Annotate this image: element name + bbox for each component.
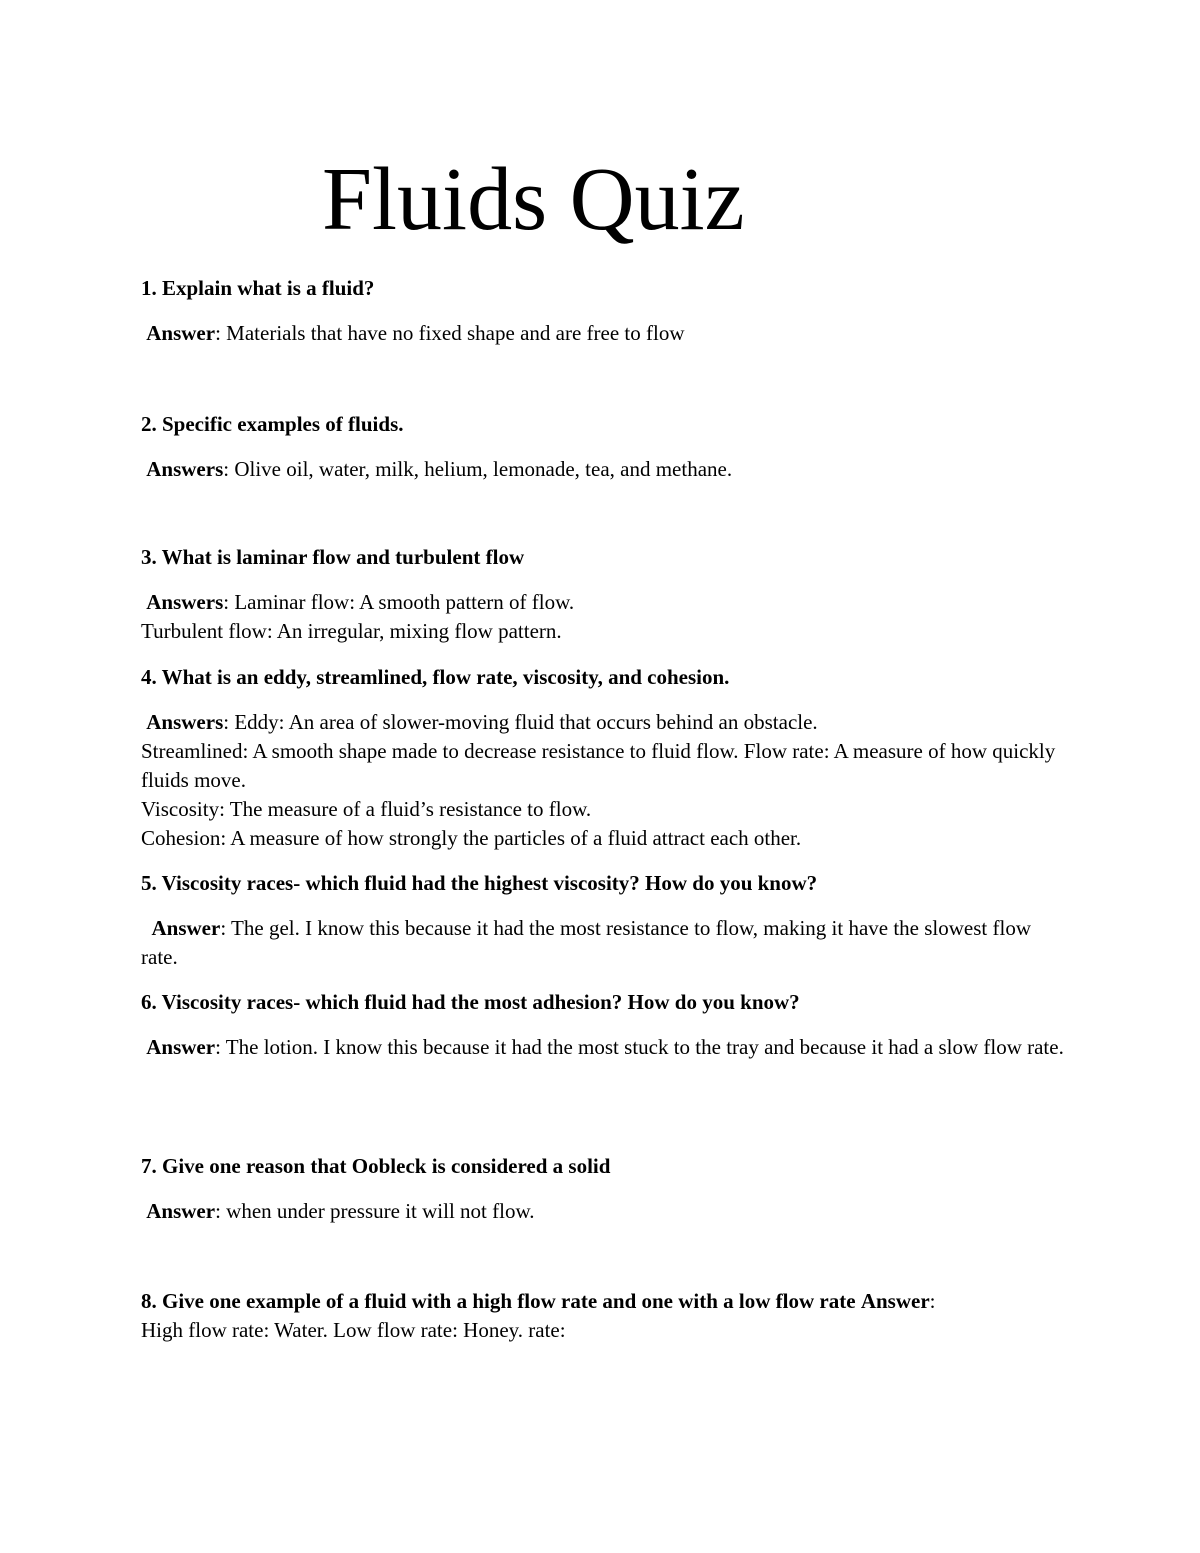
answer-6: Answer: The lotion. I know this because it had the most stuck to the tray and because it had a slow flow rate. — [146, 1035, 1064, 1059]
answer-text: when under pressure it will not flow. — [226, 1199, 535, 1223]
quiz-item-4 — [141, 663, 1071, 853]
answer-label: Answer — [146, 1035, 216, 1059]
quiz-item-5 — [141, 869, 1071, 972]
answer-text: The lotion. I know this because it had the most stuck to the tray and because it had a slow flow rate. — [225, 1035, 1064, 1059]
answer-4-line-2: Streamlined: A smooth shape made to decrease resistance to fluid flow. Flow rate: A measure of how quickly fluids move. — [141, 739, 1056, 792]
answer-label: Answers — [146, 457, 224, 481]
answer-1: Answer: Materials that have no fixed shape and are free to flow — [146, 321, 685, 345]
question-7: 7. Give one reason that Oobleck is considered a solid — [141, 1154, 611, 1178]
quiz-item-3 — [141, 543, 1071, 646]
question-4: 4. What is an eddy, streamlined, flow rate, viscosity, and cohesion. — [141, 665, 730, 689]
page-title: Fluids Quiz — [322, 150, 745, 249]
answer-5: Answer: The gel. I know this because it had the most resistance to flow, making it have the slowest flow rate. — [141, 916, 1031, 969]
question-1: 1. Explain what is a fluid? — [141, 276, 375, 300]
answer-text: Olive oil, water, milk, helium, lemonade, tea, and methane. — [234, 457, 733, 481]
question-3: 3. What is laminar flow and turbulent flow — [141, 545, 525, 569]
answer-text: Eddy: An area of slower-moving fluid that occurs behind an obstacle. — [234, 710, 818, 734]
answer-text: Materials that have no fixed shape and are free to flow — [226, 321, 685, 345]
answer-label: Answers — [146, 590, 224, 614]
answer-4-line-3: Viscosity: The measure of a fluid’s resistance to flow. — [141, 797, 592, 821]
answer-label: Answer — [146, 1199, 216, 1223]
quiz-item-2 — [141, 410, 1071, 484]
quiz-item-7 — [141, 1152, 1071, 1226]
quiz-item-1 — [141, 274, 1071, 348]
answer-4-line-4: Cohesion: A measure of how strongly the particles of a fluid attract each other. — [141, 826, 802, 850]
question-6: 6. Viscosity races- which fluid had the most adhesion? How do you know? — [141, 990, 800, 1014]
quiz-item-8 — [141, 1287, 1071, 1345]
answer-2: Answers: Olive oil, water, milk, helium, lemonade, tea, and methane. — [146, 457, 733, 481]
answer-label: Answer — [860, 1289, 930, 1313]
question-8: 8. Give one example of a fluid with a high flow rate and one with a low flow rate — [141, 1289, 856, 1313]
answer-3: Answers: Laminar flow: A smooth pattern of flow. — [146, 590, 575, 614]
quiz-item-6 — [141, 988, 1071, 1062]
question-5: 5. Viscosity races- which fluid had the highest viscosity? How do you know? — [141, 871, 818, 895]
answer-text: Laminar flow: A smooth pattern of flow. — [234, 590, 575, 614]
answer-3-line-2: Turbulent flow: An irregular, mixing flow pattern. — [141, 619, 562, 643]
answer-text: The gel. I know this because it had the most resistance to flow, making it have the slowest flow rate. — [141, 916, 1031, 969]
question-8-line: 8. Give one example of a fluid with a high flow rate and one with a low flow rate Answer: — [141, 1289, 936, 1313]
answer-7: Answer: when under pressure it will not flow. — [146, 1199, 535, 1223]
answer-label: Answers — [146, 710, 224, 734]
answer-8: High flow rate: Water. Low flow rate: Honey. rate: — [141, 1318, 566, 1342]
question-2: 2. Specific examples of fluids. — [141, 412, 404, 436]
answer-label: Answer — [146, 321, 216, 345]
answer-4: Answers: Eddy: An area of slower-moving fluid that occurs behind an obstacle. — [146, 710, 818, 734]
answer-label: Answer — [151, 916, 221, 940]
